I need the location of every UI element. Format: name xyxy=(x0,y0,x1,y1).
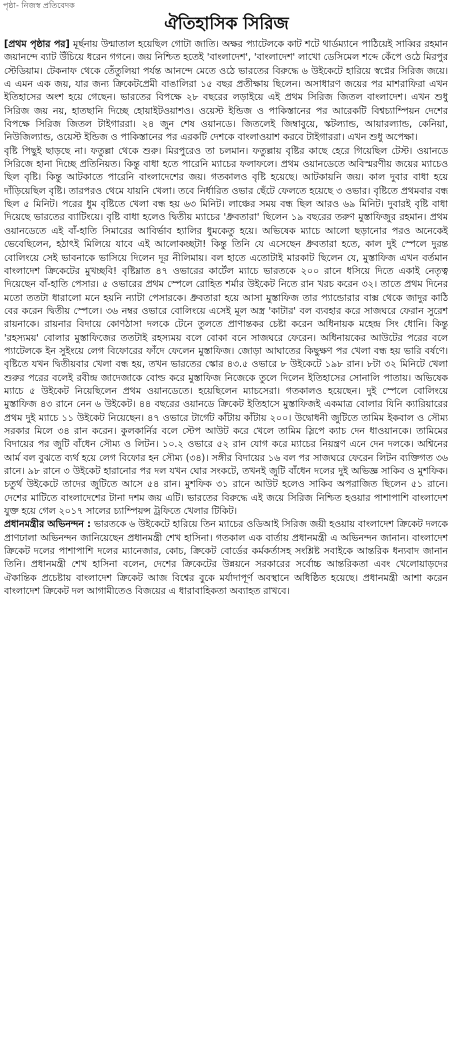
paragraph-1-text: মূর্ছনায় উন্মাতাল হয়েছিল গোটা জাতি। অক্ষর প্যাটেলকে কাট শটে থার্ডম্যানে পাঠিয়েই সাব্বির রহমান জয়ানন্দে ব্যাট উঁচিয়ে ধরেন গগনে। জয় নিশ্চিত হতেই 'বাংলাদেশ', 'বাংলাদেশ' লাখো ডেসিমেল শব্দে কেঁপে ওঠে মিরপুর স্টেডিয়াম। টেকনাফ থেকে তেঁতুলিয়া পর্যন্ত আনন্দে মেতে ওঠে ভারতের বিরুদ্ধে ৬ উইকেটে হারিয়ে স্বপ্নের সিরিজ জয়ে। এ এমন এক জয়, যার জন্য ক্রিকেটপ্রেমী বাঙালিরা ১৫ বছর প্রতীক্ষায় ছিলেন। অসাধারণ জয়ের পর মাশরাফিরা এখন ইতিহাসের অংশ হয়ে গেছেন। ভারতের বিপক্ষে ২৮ বছরের লড়াইয়ে এই প্রথম সিরিজ জিতল বাংলাদেশ। এখন শুধু সিরিজ জয় নয়, হাতছানি দিচ্ছে হোয়াইটওয়াশও। ওয়েস্ট ইন্ডিজ ও পাকিস্তানের পর আরেকটি বিশ্বচ্যাম্পিয়ন দেশের বিপক্ষে সিরিজ জিতল টাইগাররা। ২৪ জুন শেষ ওয়ানডে। জিতলেই জিম্বাবুয়ে, স্কটল্যান্ড, আয়ারল্যান্ড, কেনিয়া, নিউজিল্যান্ড, ওয়েস্ট ইন্ডিজ ও পাকিস্তানের পর এরকটি দেশকে বাংলাওয়াশ করবে টাইগাররা। এখন শুধু অপেক্ষা। xyxy=(4,39,448,144)
paragraph-3 xyxy=(4,518,448,598)
subheading: প্রধানমন্ত্রীর অভিনন্দন : xyxy=(4,519,91,531)
paragraph-2: বৃষ্টি পিছুই ছাড়ছে না। ফতুল্লা থেকে শুরু। মিরপুরেও তা চলমান। ফতুল্লায় বৃষ্টির কাছে হেরে গিয়েছিল টেস্ট। ওয়ানডে সিরিজে হানা দিচ্ছে প্রতিনিয়ত। কিন্তু বাধা হতে পারেনি ম্যাচের ফলাফলে। প্রথম ওয়ানডেতে অবিস্মরণীয় জয়ের ম্যাচেও ছিল বৃষ্টি। কিন্তু আটকাতে পারেনি বাংলাদেশের জয়। গতকালও বৃষ্টি হয়েছে। আটকায়নি জয়। কাল দুবার বাধা হয়ে দাঁড়িয়েছিল বৃষ্টি। তারপরও থেমে যায়নি খেলা। তবে নির্ধারিত ওভার ছেঁটে ফেলতে হয়েছে ৩ ওভার। বৃষ্টিতে প্রথমবার বন্ধ ছিল ৫ মিনিট। পরের ধুম বৃষ্টিতে খেলা বন্ধ হয় ৬৩ মিনিট। লাঞ্চের সময় বন্ধ ছিল আরও ৬৯ মিনিট। দুবারই বৃষ্টি বাধা দিয়েছে ভারতের ব্যাটিংয়ে। বৃষ্টি বাধা হলেও দ্বিতীয় ম্যাচের 'ধ্রুবতারা' ছিলেন ১৯ বছরের তরুণ মুস্তাফিজুর রহমান। প্রথম ওয়ানডেতে এই বাঁ-হাতি সিমারের আবির্ভাব হ্যালির ধুমকেতু হয়ে। অভিষেক ম্যাচে আলো ছড়ানোর পরও অনেকেই ভেবেছিলেন, হঠাৎই মিলিয়ে যাবে এই আলোকচ্ছটা! কিন্তু তিনি যে এসেছেন ধ্রুবতারা হতে, কাল দুই স্পেলে দুরন্ত বোলিংয়ে সেই ভাবনাকে ভাসিয়ে দিলেন দূর নীলিমায়। বল হাতে এতোটাই মারকাট ছিলেন যে, মুস্তাফিজ এখন বর্তমান বাংলাদেশ ক্রিকেটের মুখচ্ছবি! বৃষ্টিম্নাত ৪৭ ওভারের কার্টেল ম্যাচে ভারতকে ২০০ রানে ধসিয়ে দিতে একাই নেতৃত্ব দিয়েছেন বাঁ-হাতি পেসার। ৫ ওভারের প্রথম স্পেলে রোহিত শর্মার উইকেট নিতে রান খরচ করেন ৩২। তাতে প্রথম দিনের মতো ততটা ধারালো মনে হয়নি ন্যাটা পেসারকে। ধ্রুবতারা হয়ে আসা মুস্তাফিজ তার প্যান্ডোরার বাক্স থেকে জাদুর কাঠি বের করেন দ্বিতীয় স্পেলে। ৩৬ নম্বর ওভারে বোলিংয়ে এসেই মূল অস্ত্র 'কাটার' বল ব্যবহার করে সাজঘরে ফেরান সুরেশ রায়নাকে। রায়নার বিদায়ে কোণঠাসা দলকে টেনে তুলতে প্রাণান্তকর চেষ্টা করেন অধিনায়ক মহেন্দ্র সিং ধোনি। কিন্তু 'রহস্যময়' বোলার মুস্তাফিজের ততটাই রহস্যময় বলে বোকা বনে সাজঘরে ফেরেন। অধিনায়কের আউটের পরের বলে প্যাটেলকে ইন সুইংয়ে লেগ বিফোরের ফাঁদে ফেলেন মুস্তাফিজ। জোড়া আঘাতের কিছুক্ষণ পর খেলা বন্ধ হয় ভারি বর্ষণে। বৃষ্টিতে যখন দ্বিতীয়বার খেলা বন্ধ হয়, তখন ভারতের স্কোর ৪৩.৫ ওভারে ৮ উইকেটে ১৯৮ রান। ৮টা ৩২ মিনিটে খেলা শুরুর পরের বলেই রবীন্দ্র জাদেজাকে বোল্ড করে মুস্তাফিজ নিজেকে তুলে দিলেন ইতিহাসের সোনালি পাতায়। অভিষেক ম্যাচে ৫ উইকেট নিয়েছিলেন প্রথম ওয়ানডেতে। হয়েছিলেন ম্যাচসেরা। গতকালও হয়েছেন। দুই স্পেলে বোলিংয়ে মুস্তাফিজ ৪৩ রানে নেন ৬ উইকেট। ৪৪ বছরের ওয়ানডে ক্রিকেট ইতিহাসে মুস্তাফিজই একমাত্র বোলার যিনি ক্যারিয়ারের প্রথম দুই ম্যাচে ১১ উইকেট নিয়েছেন। ৪৭ ওভারে টার্গেট কাঁটায় কাঁটায় ২০০। উদ্বোধনী জুটিতে তামিম ইকবাল ও সৌম্য সরকার মিলে ৩৪ রান করেন। কুলকার্নির বলে স্টেপ আউট করে খেলে তামিম স্লিপে ক্যাচ দেন ধাওয়ানকে। তামিমের বিদায়ের পর জুটি বাঁধেন সৌম্য ও লিটন। ১০.২ ওভারে ৫২ রান যোগ করে ম্যাচের নিয়ন্ত্রণ এনে দেন দলকে। অশ্বিনের আর্ম বল বুঝতে ব্যর্থ হয়ে লেগ বিফোর হন সৌম্য (৩৪)। সঙ্গীর বিদায়ের ১৬ বল পর সাজঘরে ফেরেন লিটন ব্যক্তিগত ৩৬ রানে। ৯৮ রানে ৩ উইকেট হারানোর পর দল যখন ঘোর সংকটে, তখনই জুটি বাঁধেন দলের দুই অভিজ্ঞ সাকিব ও মুশফিক। চতুর্থ উইকেটে তাদের জুটিতে আসে ৫৪ রান। মুশফিক ৩১ রানে আউট হলেও সাকিব অপরাজিত ছিলেন ৫১ রানে। দেশের মাটিতে বাংলাদেশের টানা দশম জয় এটি। ভারতের বিরুদ্ধে এই জয়ে সিরিজ নিশ্চিত হওয়ার পাশাপাশি বাংলাদেশ যুক্ত হয়ে গেল ২০১৭ সালের চ্যাম্পিয়ন্স ট্রফিতে খেলার টিকিট। xyxy=(4,145,448,518)
paragraph-1 xyxy=(4,38,448,145)
headline: ঐতিহাসিক সিরিজ xyxy=(164,14,289,34)
paragraph-3-text: ভারতকে ৬ উইকেটে হারিয়ে তিন ম্যাচের ওডিআই সিরিজ জয়ী হওয়ায় বাংলাদেশ ক্রিকেট দলকে প্রাণঢালা অভিনন্দন জানিয়েছেন প্রধানমন্ত্রী শেখ হাসিনা। গতকাল এক বার্তায় প্রধানমন্ত্রী এ অভিনন্দন জানান। বাংলাদেশ ক্রিকেট দলের পাশাপাশি দলের ম্যানেজার, কোচ, ক্রিকেট বোর্ডের কর্মকর্তাসহ সংশ্লিষ্ট সবাইকে আন্তরিক ধন্যবাদ জানান তিনি। প্রধানমন্ত্রী শেখ হাসিনা বলেন, দেশের ক্রিকেটের উন্নয়নে সরকারের সর্বোচ্চ আন্তরিকতা এবং খেলোয়াড়দের ঐকান্তিক প্রচেষ্টায় বাংলাদেশ ক্রিকেট আজ বিশ্বের বুকে মর্যাদাপূর্ণ অবস্থানে অধিষ্ঠিত হয়েছে। প্রধানমন্ত্রী আশা করেন বাংলাদেশ ক্রিকেট দল আগামীতেও বিজয়ের এ ধারাবাহিকতা অব্যাহত রাখবে। xyxy=(4,519,448,598)
article-body xyxy=(4,38,448,1037)
continuation-marker: [প্রথম পৃষ্ঠার পর] xyxy=(4,39,70,50)
page-header-line: পৃষ্ঠা- নিজস্ব প্রতিবেদক xyxy=(3,1,75,10)
